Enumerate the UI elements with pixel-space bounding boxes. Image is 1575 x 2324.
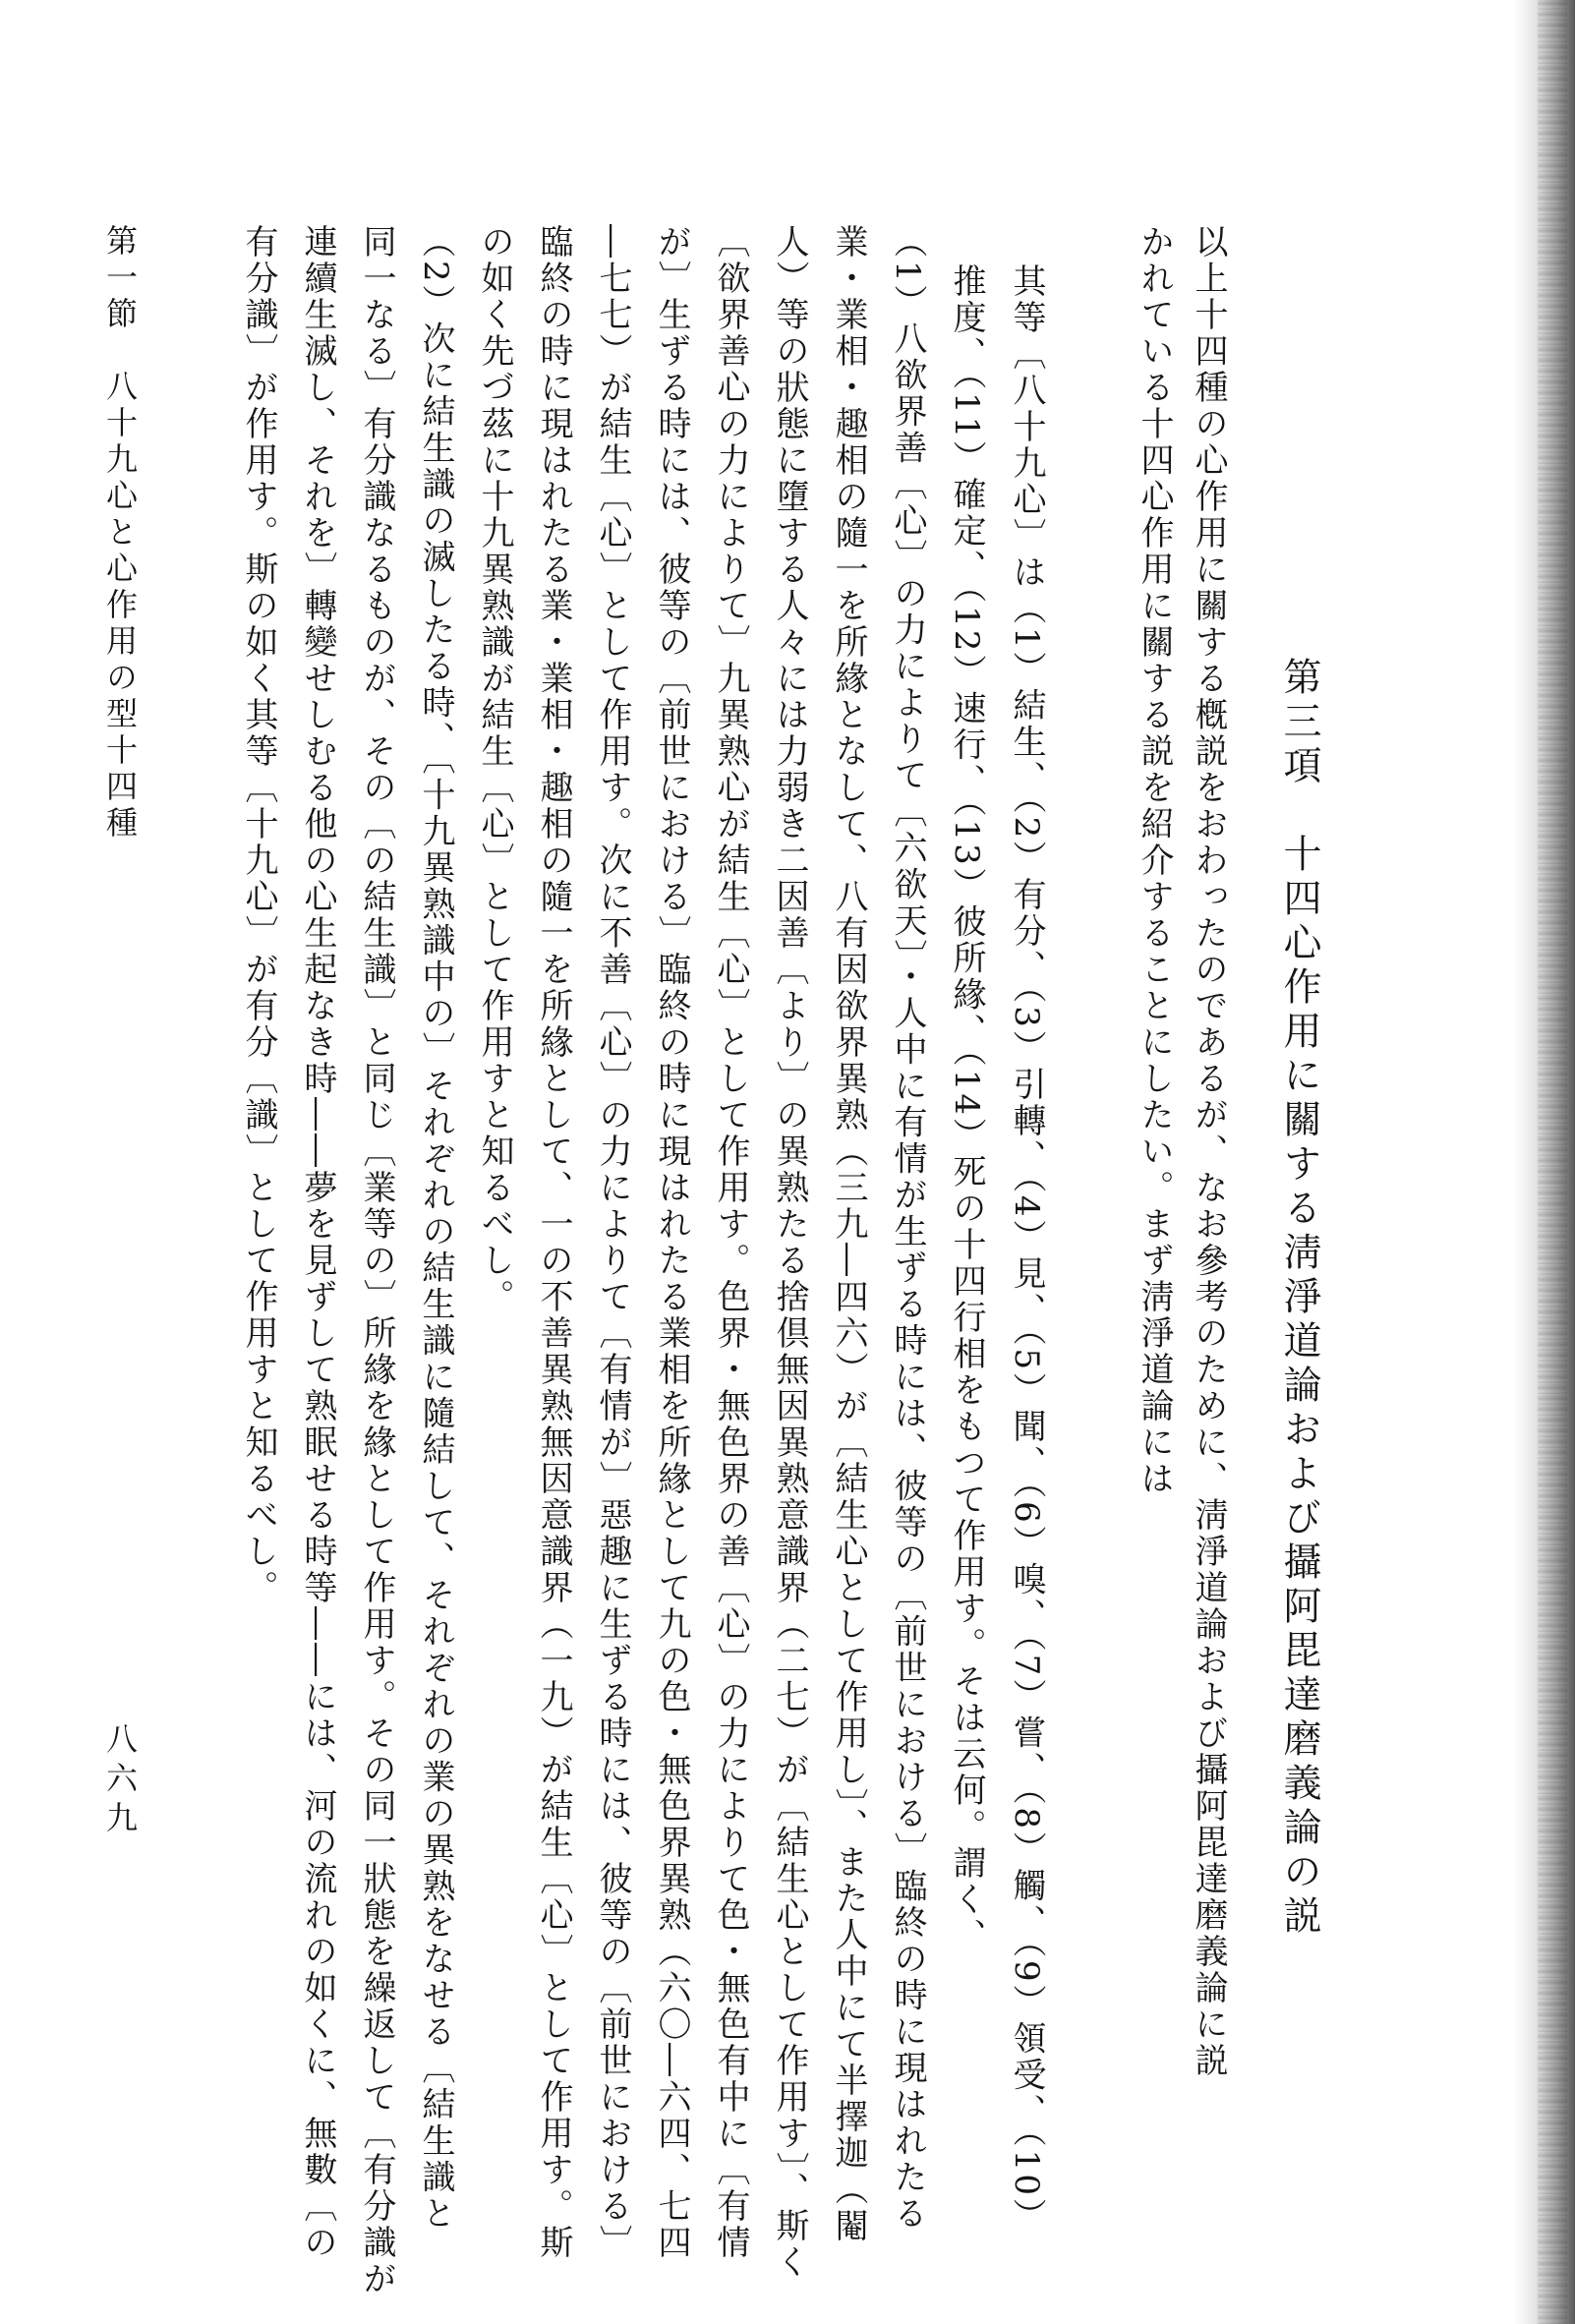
text-line-5: （1）八欲界善〔心〕の力によりて〔六欲天〕・人中に有情が生ずる時には、彼等の〔前世における〕臨終の時に現はれたる [888,224,927,2233]
text-line-3: 其等〔八十九心〕は（1）結生、（2）有分、（3）引轉、（4）見、（5）聞、（6）嗅、（7）嘗、（8）觸、（9）領受、（10） [1007,263,1046,2235]
text-line-4: 推度、（11）確定、（12）速行、（13）彼所緣、（14）死の十四行相をもつて作用す。そは云何。謂く、 [947,263,986,1955]
text-line-14: 同一なる〕有分識なるものが、その〔の結生識〕と同じ〔業等の〕所緣を緣として作用す。その同一狀態を繰返して〔有分識が [357,224,396,2297]
text-line-7: 人）等の狀態に墮する人々には力弱き二因善〔より〕の異熟たる捨倶無因異熟意識界（二七）が〔結生心として作用す〕、斯く [770,224,809,2281]
running-footer-section-title: 第一節 八十九心と心作用の型十四種 [101,224,139,842]
section-heading: 第三項 十四心作用に關する淸淨道論および攝阿毘達磨義論の説 [1277,657,1321,1940]
page-number: 八六九 [101,1722,139,1840]
text-line-8: 〔欲界善心の力によりて〕九異熟心が結生〔心〕として作用す。色界・無色界の善〔心〕の力によりて色・無色有中に〔有情 [711,224,750,2261]
text-line-12: の如く先づ茲に十九異熟識が結生〔心〕として作用すと知るべし。 [475,224,514,1315]
scan-edge-noise [1538,0,1567,2324]
text-line-10: ―七七）が結生〔心〕として作用す。次に不善〔心〕の力によりて〔有情が〕惡趣に生ずる時には、彼等の〔前世における〕 [593,224,632,2261]
text-line-15: 連續生滅し、それを〕轉變せしむる他の心生起なき時――夢を見ずして熟眠せる時等――には、河の流れの如くに、無數〔の [298,224,337,2261]
text-line-16: 有分識〕が作用す。斯の如く其等〔十九心〕が有分〔識〕として作用すと知るべし。 [239,224,278,1606]
text-line-13: （2）次に結生識の滅したる時、〔十九異熟識中の〕それぞれの結生識に隨結して、それぞれの業の異熟をなせる〔結生識と [416,224,455,2233]
text-line-6: 業・業相・趣相の隨一を所緣となして、八有因欲界異熟（三九―四六）が〔結生心として作用し〕、また人中にて半擇迦（閹 [829,224,868,2244]
text-line-9: が〕生ずる時には、彼等の〔前世における〕臨終の時に現はれたる業相を所緣として九の色・無色界異熟（六〇―六四、七四 [652,224,691,2261]
text-line-2: かれている十四心作用に關する説を紹介することにしたい。まず淸淨道論には [1135,224,1174,1497]
text-line-1: 以上十四種の心作用に關する槪説をおわったのであるが、なお參考のために、淸淨道論および攝阿毘達磨義論に説 [1189,224,1228,2079]
text-line-11: 臨終の時に現はれたる業・業相・趣相の隨一を所緣として、一の不善異熟無因意識界（一九）が結生〔心〕として作用す。斯 [534,224,573,2261]
